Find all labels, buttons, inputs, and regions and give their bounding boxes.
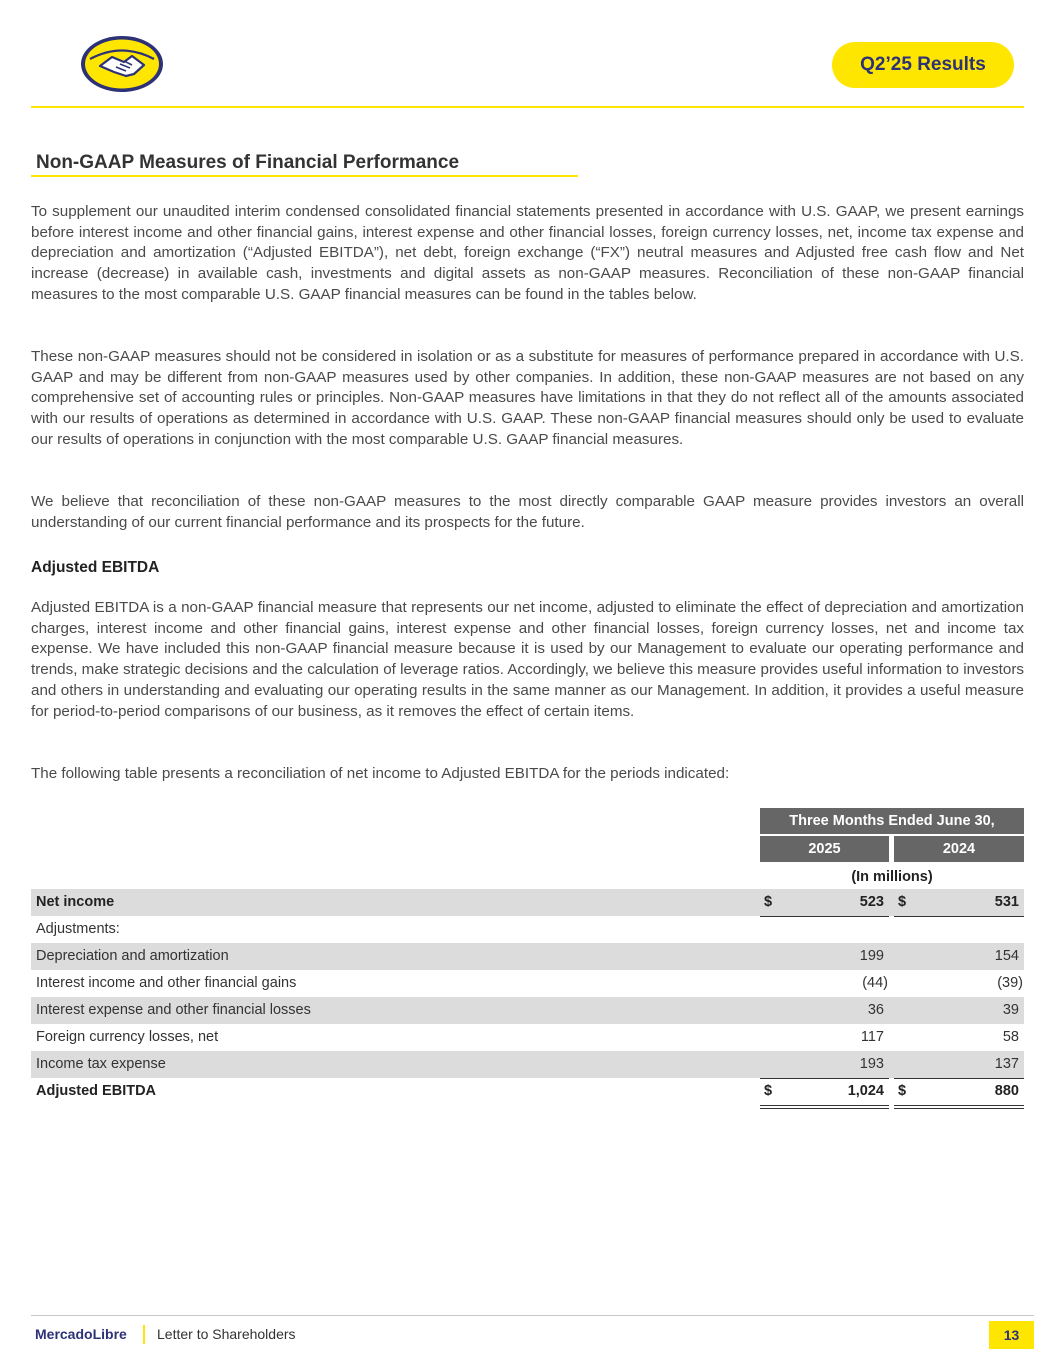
value-2024 xyxy=(894,1024,1024,1051)
table-row-income-tax xyxy=(31,1051,1024,1078)
reconciliation-paragraph: We believe that reconciliation of these non-GAAP measures to the most directly comparable GAAP measure provides investors an overall understanding of our current financial performance and its prospects for the future. xyxy=(31,493,1024,531)
row-label: Interest income and other financial gains xyxy=(36,975,297,991)
value: 117 xyxy=(860,1029,884,1045)
page-number: 13 xyxy=(989,1321,1034,1349)
ebitda-definition-paragraph: Adjusted EBITDA is a non-GAAP financial measure that represents our net income, adjusted to eliminate the effect of depreciation and amortization charges, interest income and other financial gains, interest expense and other financial losses, foreign currency losses, net and income tax expense. We have included this non-GAAP financial measure because it is used by our Management to evaluate our operating performance and trends, make strategic decisions and the calculation of leverage ratios. Accordingly, we believe this measure provides useful information to investors and others in understanding and evaluating our operating results in the same manner as our Management. In addition, it provides a useful measure for period-to-period comparisons of our business, as it removes the effect of certain items. xyxy=(31,599,1024,720)
year-2024-header: 2024 xyxy=(894,836,1024,862)
value-2025 xyxy=(760,1024,889,1051)
footer-brand: MercadoLibre xyxy=(35,1326,127,1342)
row-label: Depreciation and amortization xyxy=(36,948,229,964)
title-underline xyxy=(31,175,578,177)
table-intro-paragraph: The following table presents a reconciliation of net income to Adjusted EBITDA for the periods indicated: xyxy=(31,765,730,782)
report-period-badge: Q2’25 Results xyxy=(832,42,1014,88)
footer-divider xyxy=(31,1315,1034,1316)
table-row-net-income xyxy=(31,889,1024,916)
value: 36 xyxy=(867,1002,884,1018)
value-2025 xyxy=(760,1051,889,1079)
table-row-adjustments xyxy=(31,916,1024,943)
header-divider xyxy=(31,106,1024,108)
value: 193 xyxy=(859,1056,884,1072)
value-2025 xyxy=(760,1078,889,1109)
row-label: Adjusted EBITDA xyxy=(36,1083,157,1099)
table-row-fx-losses xyxy=(31,1024,1024,1051)
currency-symbol: $ xyxy=(764,1083,773,1099)
value-2025 xyxy=(760,889,889,917)
value: (39) xyxy=(997,975,1023,991)
currency-symbol: $ xyxy=(898,1083,907,1099)
limitations-paragraph: These non-GAAP measures should not be considered in isolation or as a substitute for measures of performance prepared in accordance with U.S. GAAP and may be different from non-GAAP measures used by other companies. In addition, these non-GAAP measures are not based on any comprehensive set of accounting rules or principles. Non-GAAP measures have limitations in that they do not reflect all of the amounts associated with our results of operations as determined in accordance with U.S. GAAP. These non-GAAP financial measures should only be used to evaluate our results of operations in conjunction with the most comparable U.S. GAAP financial measures. xyxy=(31,348,1024,448)
value: (44) xyxy=(862,975,888,991)
value-2024 xyxy=(894,1051,1024,1079)
footer-document-title: Letter to Shareholders xyxy=(157,1326,296,1342)
value: 1,024 xyxy=(847,1083,884,1099)
row-label: Income tax expense xyxy=(36,1056,166,1072)
currency-symbol: $ xyxy=(764,894,773,910)
value: 531 xyxy=(994,894,1019,910)
value: 154 xyxy=(994,948,1019,964)
value-2025 xyxy=(760,970,889,997)
section-title: Non-GAAP Measures of Financial Performance xyxy=(36,152,460,173)
value: 880 xyxy=(994,1083,1019,1099)
value: 58 xyxy=(1002,1029,1019,1045)
row-label: Interest expense and other financial losses xyxy=(36,1002,311,1018)
value-2024 xyxy=(894,997,1024,1024)
value: 523 xyxy=(859,894,884,910)
value-2024 xyxy=(894,943,1024,970)
value-2024 xyxy=(894,1078,1024,1109)
table-row-interest-expense xyxy=(31,997,1024,1024)
units-label: (In millions) xyxy=(851,869,933,885)
value: 137 xyxy=(994,1056,1019,1072)
value-2025 xyxy=(760,943,889,970)
value: 199 xyxy=(859,948,884,964)
period-header: Three Months Ended June 30, xyxy=(760,808,1024,834)
value-2024 xyxy=(894,889,1024,917)
mercadolibre-logo xyxy=(78,34,166,94)
adjusted-ebitda-heading: Adjusted EBITDA xyxy=(31,559,160,576)
value: 39 xyxy=(1002,1002,1019,1018)
table-row-depreciation xyxy=(31,943,1024,970)
table-row-interest-income xyxy=(31,970,1024,997)
value-2025 xyxy=(760,997,889,1024)
value-2024 xyxy=(894,970,1024,997)
footer-separator xyxy=(143,1325,145,1344)
row-label: Foreign currency losses, net xyxy=(36,1029,219,1045)
table-row-adjusted-ebitda xyxy=(31,1078,1024,1105)
currency-symbol: $ xyxy=(898,894,907,910)
year-2025-header: 2025 xyxy=(760,836,889,862)
row-label: Adjustments: xyxy=(36,921,120,937)
intro-paragraph: To supplement our unaudited interim condensed consolidated financial statements presented in accordance with U.S. GAAP, we present earnings before interest income and other financial gains, interest expense and other financial losses, foreign currency losses, net, income tax expense and depreciation and amortization (“Adjusted EBITDA”), net debt, foreign exchange (“FX”) neutral measures and Adjusted free cash flow and Net increase (decrease) in available cash, investments and digital assets as non-GAAP measures. Reconciliation of these non-GAAP financial measures to the most comparable U.S. GAAP financial measures can be found in the tables below. xyxy=(31,203,1024,303)
row-label: Net income xyxy=(36,894,115,910)
